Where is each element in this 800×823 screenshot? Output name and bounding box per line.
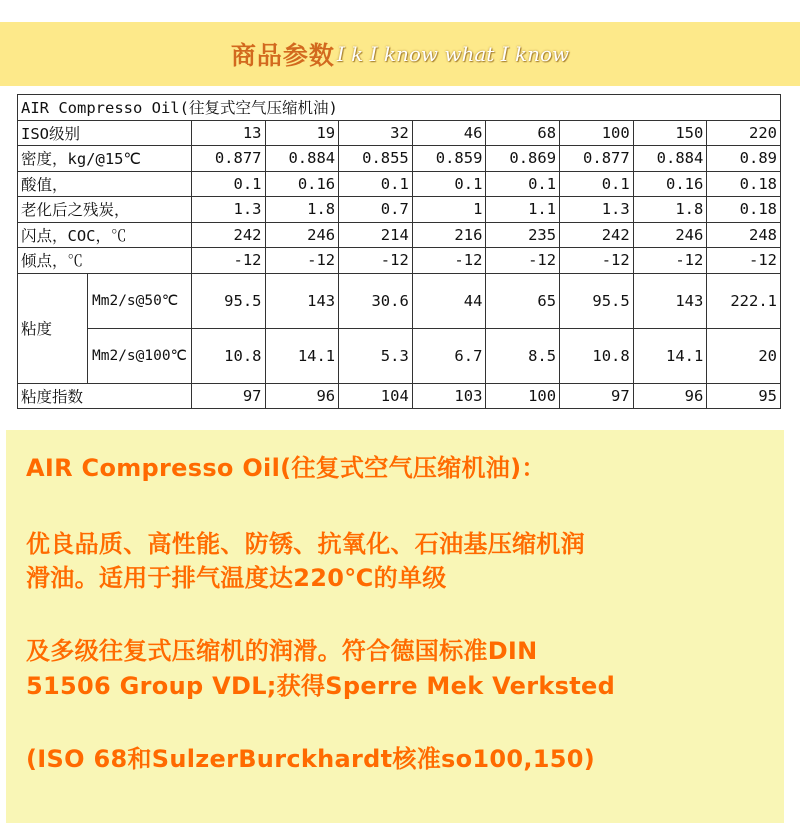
- table-cell: 222.1: [707, 273, 781, 328]
- table-cell: 216: [412, 222, 486, 248]
- table-cell: 0.877: [560, 146, 634, 172]
- table-cell: 20: [707, 328, 781, 383]
- table-cell: 13: [191, 120, 265, 146]
- table-cell: -12: [265, 248, 339, 274]
- table-cell: 0.1: [412, 171, 486, 197]
- table-row: [18, 146, 781, 172]
- table-cell: -12: [633, 248, 707, 274]
- table-cell: 14.1: [633, 328, 707, 383]
- table-cell: 242: [560, 222, 634, 248]
- table-row: [18, 120, 781, 146]
- table-cell: 8.5: [486, 328, 560, 383]
- table-cell: 65: [486, 273, 560, 328]
- table-cell: 1.3: [191, 197, 265, 223]
- table-cell: 97: [191, 383, 265, 409]
- description-line: 优良品质、高性能、防锈、抗氧化、石油基压缩机润: [26, 530, 585, 558]
- header-banner: [0, 22, 800, 86]
- table-row: [18, 171, 781, 197]
- table-cell: 103: [412, 383, 486, 409]
- table-cell: -12: [560, 248, 634, 274]
- table-cell: 46: [412, 120, 486, 146]
- table-cell: 0.1: [560, 171, 634, 197]
- table-cell: 0.18: [707, 171, 781, 197]
- description-line: 滑油。适用于排气温度达220℃的单级: [26, 564, 447, 592]
- table-cell: 95: [707, 383, 781, 409]
- description-line: 及多级往复式压缩机的润滑。符合德国标准DIN: [26, 637, 538, 665]
- table-cell: 143: [265, 273, 339, 328]
- table-cell: 0.877: [191, 146, 265, 172]
- table-cell: 246: [633, 222, 707, 248]
- table-cell: -12: [412, 248, 486, 274]
- table-cell: 1.1: [486, 197, 560, 223]
- table-cell: 246: [265, 222, 339, 248]
- table-cell: 104: [339, 383, 413, 409]
- table-cell: 6.7: [412, 328, 486, 383]
- description-line: 51506 Group VDL;获得Sperre Mek Verksted: [26, 672, 616, 700]
- table-cell: 0.884: [633, 146, 707, 172]
- banner-script-text: I k I know what I know: [336, 42, 570, 66]
- table-cell: 95.5: [191, 273, 265, 328]
- table-cell: 97: [560, 383, 634, 409]
- table-cell: 0.884: [265, 146, 339, 172]
- description-heading: AIR Compresso Oil(往复式空气压缩机油)：: [26, 454, 546, 482]
- table-cell: 0.16: [633, 171, 707, 197]
- table-cell: 32: [339, 120, 413, 146]
- row-label: 倾点，℃: [18, 248, 192, 274]
- table-row: [18, 222, 781, 248]
- table-cell: -12: [486, 248, 560, 274]
- table-cell: -12: [191, 248, 265, 274]
- table-cell: 0.1: [486, 171, 560, 197]
- table-cell: 0.89: [707, 146, 781, 172]
- table-cell: 248: [707, 222, 781, 248]
- table-cell: 1: [412, 197, 486, 223]
- row-label: 酸值，: [18, 171, 192, 197]
- table-cell: 19: [265, 120, 339, 146]
- table-row: [18, 273, 781, 328]
- viscosity-sub-label: Mm2/s@100℃: [88, 328, 192, 383]
- table-title: AIR Compresso Oil(往复式空气压缩机油): [18, 95, 781, 121]
- banner-title: 商品参数: [230, 41, 335, 70]
- table-row: [18, 197, 781, 223]
- table-cell: -12: [339, 248, 413, 274]
- table-cell: 1.8: [265, 197, 339, 223]
- table-cell: 0.1: [191, 171, 265, 197]
- table-title-row: [18, 95, 781, 121]
- table-cell: 1.8: [633, 197, 707, 223]
- table-cell: 235: [486, 222, 560, 248]
- table-cell: 96: [633, 383, 707, 409]
- table-cell: 10.8: [191, 328, 265, 383]
- row-label: 密度，kg/@15℃: [18, 146, 192, 172]
- table-cell: 242: [191, 222, 265, 248]
- table-cell: 5.3: [339, 328, 413, 383]
- viscosity-sub-label: Mm2/s@50℃: [88, 273, 192, 328]
- table-cell: 0.7: [339, 197, 413, 223]
- table-cell: 150: [633, 120, 707, 146]
- viscosity-label: 粘度: [18, 273, 88, 383]
- table-cell: 30.6: [339, 273, 413, 328]
- table-cell: 0.18: [707, 197, 781, 223]
- table-cell: 68: [486, 120, 560, 146]
- row-label: 粘度指数: [18, 383, 192, 409]
- table-cell: 143: [633, 273, 707, 328]
- table-cell: 0.1: [339, 171, 413, 197]
- table-cell: 100: [560, 120, 634, 146]
- row-label: 闪点，COC，℃: [18, 222, 192, 248]
- table-cell: 0.855: [339, 146, 413, 172]
- table-row: [18, 328, 781, 383]
- description-line: (ISO 68和SulzerBurckhardt核准so100,150): [26, 745, 596, 773]
- table-cell: 0.869: [486, 146, 560, 172]
- table-cell: -12: [707, 248, 781, 274]
- table-cell: 1.3: [560, 197, 634, 223]
- table-cell: 0.859: [412, 146, 486, 172]
- table-row: [18, 248, 781, 274]
- description-panel: [6, 430, 784, 823]
- table-cell: 44: [412, 273, 486, 328]
- table-cell: 14.1: [265, 328, 339, 383]
- table-cell: 100: [486, 383, 560, 409]
- row-label: 老化后之残炭，: [18, 197, 192, 223]
- table-cell: 10.8: [560, 328, 634, 383]
- table-cell: 220: [707, 120, 781, 146]
- table-cell: 0.16: [265, 171, 339, 197]
- row-label: ISO级别: [18, 120, 192, 146]
- spec-table: [17, 94, 781, 409]
- table-cell: 95.5: [560, 273, 634, 328]
- table-cell: 96: [265, 383, 339, 409]
- table-cell: 214: [339, 222, 413, 248]
- table-row: [18, 383, 781, 409]
